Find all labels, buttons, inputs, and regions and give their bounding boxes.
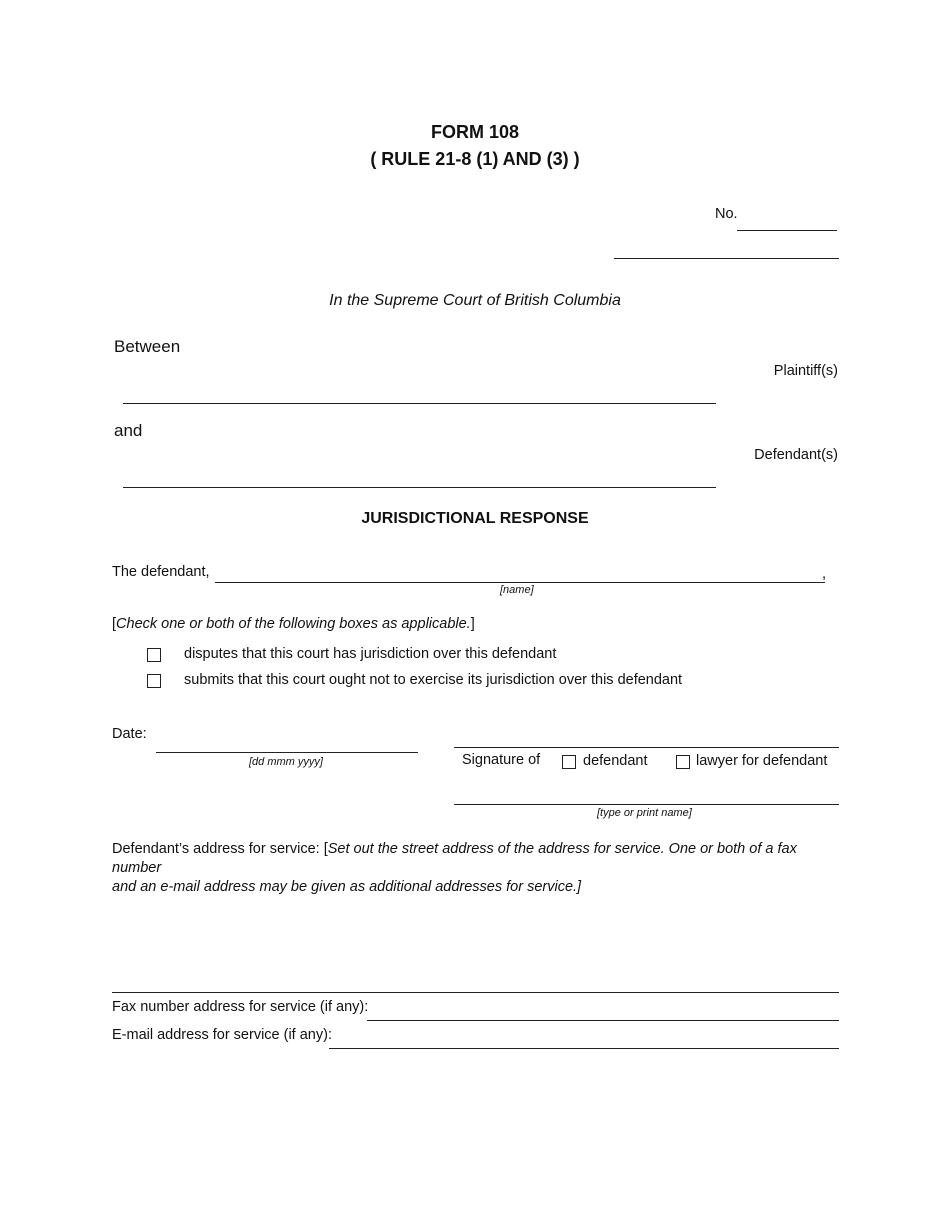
rule-reference: ( RULE 21-8 (1) AND (3) ) <box>370 149 580 169</box>
dispute-jurisdiction-label: disputes that this court has jurisdiction over this defendant <box>184 646 557 662</box>
the-defendant-label: The defendant, <box>112 564 210 580</box>
file-number-label: No. <box>715 206 738 222</box>
registry-field[interactable] <box>614 258 839 259</box>
plaintiff-label: Plaintiff(s) <box>773 363 838 379</box>
defendant-name-field[interactable] <box>123 487 716 488</box>
check-instruction: [Check one or both of the following boxes as applicable.] <box>112 616 475 632</box>
court-name: In the Supreme Court of British Columbia <box>329 292 621 309</box>
signature-of-label: Signature of <box>462 752 541 768</box>
defendant-label: Defendant(s) <box>754 447 838 463</box>
fax-field[interactable] <box>367 1020 839 1021</box>
between-label: Between <box>114 337 181 356</box>
email-field[interactable] <box>329 1048 839 1049</box>
defendant-responding-name-field[interactable] <box>215 582 825 583</box>
date-field[interactable] <box>156 752 418 753</box>
date-format-hint: [dd mmm yyyy] <box>249 756 323 768</box>
dispute-jurisdiction-checkbox[interactable] <box>147 648 161 662</box>
and-label: and <box>114 421 143 440</box>
name-hint: [name] <box>500 584 534 596</box>
signature-line[interactable] <box>454 747 839 748</box>
print-name-field[interactable] <box>454 804 839 805</box>
signer-lawyer-checkbox[interactable] <box>676 755 690 769</box>
date-label: Date: <box>112 726 147 742</box>
form-title: FORM 108 <box>430 122 520 142</box>
signer-lawyer-label: lawyer for defendant <box>696 753 828 769</box>
fax-label: Fax number address for service (if any): <box>112 999 369 1015</box>
address-for-service-instructions: Defendant’s address for service: [Set out the street address of the address for service. One or both of a fax number and an e-mail address may be given as additional addresses for service.] <box>112 841 797 895</box>
decline-jurisdiction-label: submits that this court ought not to exercise its jurisdiction over this defendant <box>184 672 683 688</box>
print-name-hint: [type or print name] <box>597 807 692 819</box>
comma: , <box>822 566 827 582</box>
email-label: E-mail address for service (if any): <box>112 1027 332 1043</box>
file-number-field[interactable] <box>737 230 837 231</box>
decline-jurisdiction-checkbox[interactable] <box>147 674 161 688</box>
section-heading: JURISDICTIONAL RESPONSE <box>361 510 589 527</box>
address-field[interactable] <box>112 992 839 993</box>
signer-defendant-label: defendant <box>583 753 648 769</box>
plaintiff-name-field[interactable] <box>123 403 716 404</box>
signer-defendant-checkbox[interactable] <box>562 755 576 769</box>
